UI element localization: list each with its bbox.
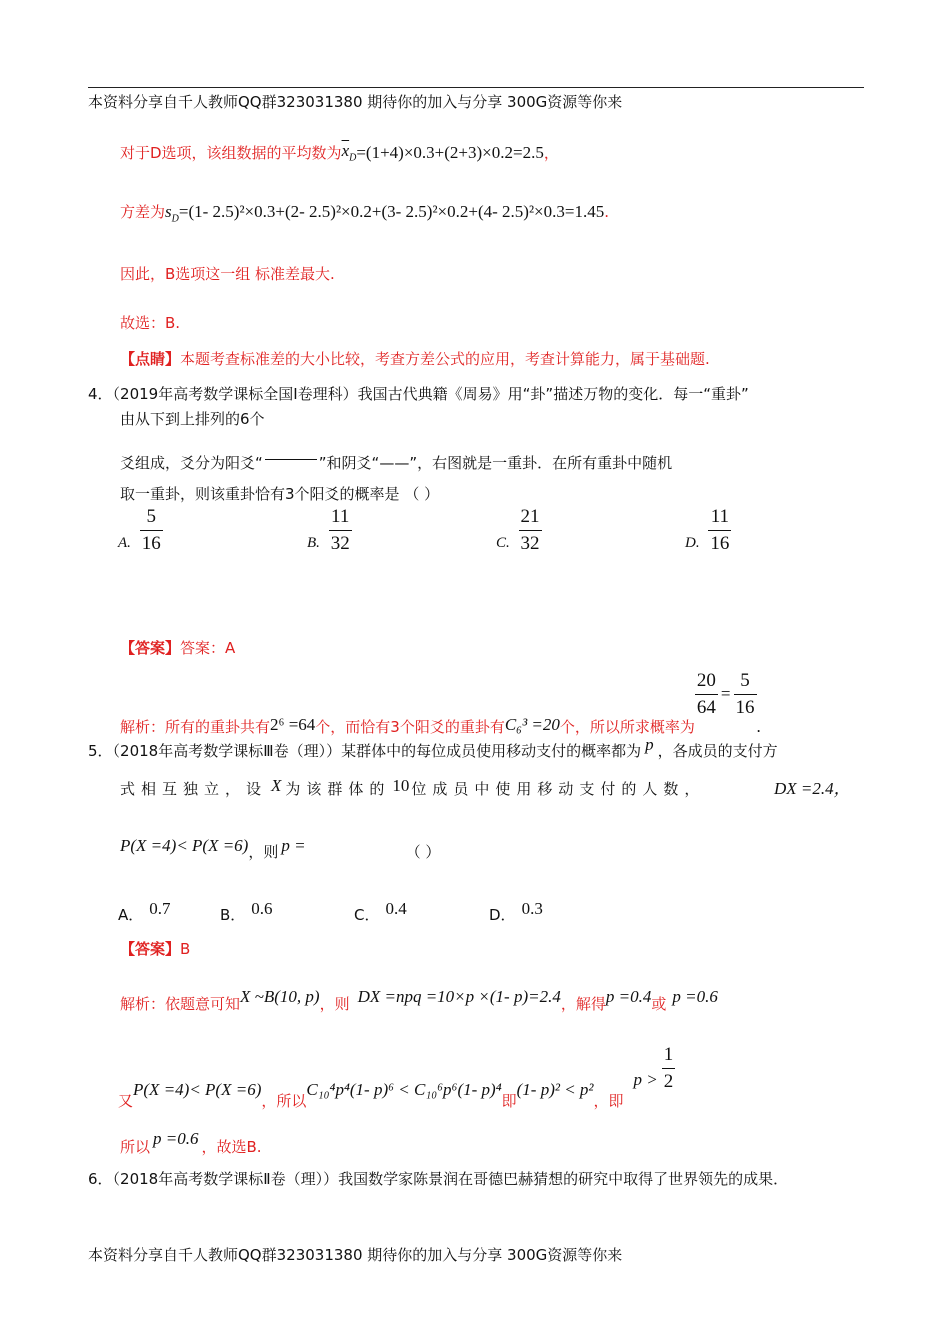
analysis-math: p =0.6	[153, 1129, 199, 1148]
fraction-num: 5	[734, 670, 757, 695]
q5-analysis-line3	[120, 1128, 262, 1156]
equals-sign: =	[720, 684, 731, 703]
q3-mean-formula: =(1+4)×0.3+(2+3)×0.2=2.5	[356, 143, 544, 162]
q3-variance-line	[120, 201, 610, 225]
q6-number: 6．	[88, 1170, 113, 1188]
q5-dx-value: DX =2.4，	[774, 779, 851, 798]
analysis-math: (1- p)² < p²	[516, 1080, 594, 1099]
yang-line-symbol	[265, 459, 317, 460]
fraction-num: 5	[140, 506, 163, 531]
page-footer: 本资料分享自千人教师QQ群323031380 期待你的加入与分享 300G资源等你来	[88, 1246, 623, 1264]
option-fraction	[708, 506, 731, 555]
analysis-text: ，则	[319, 995, 350, 1013]
q5-answer	[120, 938, 190, 959]
q4-option-b[interactable]	[307, 506, 352, 567]
q5-stem-text1a: （2018年高考数学课标Ⅲ卷（理））某群体中的每位成员使用移动支付的概率都为	[112, 742, 642, 760]
q5-number: 5．	[88, 742, 113, 760]
analysis-math: C₆³ =20	[504, 715, 560, 734]
q5-paren: （ ）	[405, 843, 441, 861]
option-value: 0.4	[385, 899, 407, 918]
q4-option-c[interactable]	[496, 506, 542, 567]
fraction-den: 16	[710, 533, 730, 554]
analysis-text: ，所以	[261, 1092, 307, 1110]
analysis-text: ，解得	[560, 995, 606, 1013]
option-letter: A.	[118, 535, 131, 551]
q4-stem-line4: 取一重卦，则该重卦恰有3个阳爻的概率是 （ ）	[120, 485, 440, 503]
option-fraction	[329, 506, 352, 555]
analysis-math: X ~B(10, p)	[240, 987, 320, 1006]
q3-mean-prefix: 对于D选项，该组数据的平均数为	[120, 144, 342, 162]
q5-stem-text1b: ，各成员的支付方	[657, 742, 778, 760]
q4-stem-text3b: ”和阴爻“——”，右图就是一重卦．在所有重卦中随机	[318, 454, 673, 472]
q3-mean-line	[120, 142, 559, 163]
q5-analysis-line1	[120, 986, 718, 1013]
analysis-math: C₁₀⁴p⁴(1- p)⁶ < C₁₀⁶p⁶(1- p)⁴	[306, 1080, 502, 1099]
answer-text: 答案：A	[180, 639, 236, 657]
option-letter: B．	[220, 906, 246, 924]
fraction-num: 21	[519, 506, 542, 531]
q4-stem-line2: 由从下到上排列的6个	[120, 410, 265, 428]
analysis-text: 解析：依题意可知	[120, 995, 241, 1013]
q5-stem-text2c: 位成员中使用移动支付的人数，	[411, 780, 706, 798]
fraction-den: 2	[663, 1071, 674, 1092]
comment-tag: 【点睛】	[120, 350, 181, 368]
option-letter: B.	[307, 535, 320, 551]
option-value: 0.7	[149, 899, 171, 918]
analysis-text: 或	[651, 995, 667, 1013]
option-letter: A．	[118, 906, 144, 924]
answer-tag: 【答案】	[120, 639, 181, 657]
q4-stem-line1	[88, 383, 749, 404]
q4-stem-text3a: 爻组成，爻分为阳爻“	[120, 454, 263, 472]
option-letter: C．	[354, 906, 380, 924]
q5-option-b[interactable]	[220, 898, 273, 924]
answer-tag: 【答案】	[120, 940, 181, 958]
analysis-text: 又	[118, 1092, 134, 1110]
analysis-text: ，即	[593, 1092, 624, 1110]
analysis-text: 即	[501, 1092, 517, 1110]
analysis-math: p >	[633, 1070, 658, 1089]
q5-stem-text3: ，则	[248, 843, 279, 861]
fraction-den: 16	[735, 697, 755, 718]
q4-option-a[interactable]	[118, 506, 163, 567]
analysis-text: 个，而恰有3个阳爻的重卦有	[315, 718, 505, 736]
analysis-text: 解析：所有的重卦共有	[120, 718, 271, 736]
q5-condition: P(X =4)< P(X =6)	[120, 836, 249, 855]
comment-text: 本题考查标准差的大小比较，考查方差公式的应用，考查计算能力，属于基础题.	[180, 350, 710, 368]
option-fraction	[519, 506, 542, 555]
analysis-math: p =0.6	[672, 987, 718, 1006]
answer-text: B	[180, 940, 191, 958]
analysis-fraction-1	[695, 670, 718, 719]
p-symbol: p	[645, 735, 654, 754]
fraction-den: 32	[330, 533, 350, 554]
q5-stem-text2a: 式相互独立，设	[120, 780, 268, 798]
fraction-num: 1	[662, 1044, 676, 1069]
analysis-text: ，故选B.	[201, 1138, 262, 1156]
analysis-text: 个，所以所求概率为	[559, 718, 695, 736]
q3-comment	[120, 348, 710, 369]
header-rule	[88, 87, 864, 88]
analysis-fraction	[662, 1044, 676, 1093]
q3-choice: 故选：B.	[120, 314, 181, 332]
q5-analysis-line2	[118, 1044, 675, 1110]
fraction-den: 64	[696, 697, 716, 718]
q4-option-d[interactable]	[685, 506, 731, 567]
analysis-math: P(X =4)< P(X =6)	[133, 1080, 262, 1099]
option-letter: D．	[489, 906, 516, 924]
q5-option-d[interactable]	[489, 898, 543, 924]
option-value: 0.3	[521, 899, 543, 918]
q3-conclusion: 因此，B选项这一组 标准差最大.	[120, 265, 335, 283]
q3-variance-prefix: 方差为	[120, 203, 166, 221]
analysis-math: DX =npq =10×p ×(1- p)=2.4	[357, 987, 561, 1006]
q6-stem-text1: （2018年高考数学课标Ⅱ卷（理））我国数学家陈景润在哥德巴赫猜想的研究中取得了世界领先的成果．	[112, 1170, 789, 1188]
q4-stem-text1: （2019年高考数学课标全国Ⅰ卷理科）我国古代典籍《周易》用“卦”描述万物的变化．每一“重卦”	[112, 385, 749, 403]
fraction-den: 16	[141, 533, 161, 554]
q5-p-eq: p =	[281, 836, 306, 855]
page-header: 本资料分享自千人教师QQ群323031380 期待你的加入与分享 300G资源等你来	[88, 93, 623, 111]
analysis-math: p =0.4	[605, 987, 652, 1006]
option-fraction	[140, 506, 163, 555]
q4-stem-line3	[120, 452, 672, 473]
fraction-num: 11	[329, 506, 352, 531]
analysis-end: .	[756, 717, 761, 736]
q4-answer	[120, 637, 235, 658]
q5-stem-line2	[120, 778, 705, 799]
X-symbol: X	[271, 776, 282, 795]
mean-symbol: $\overline{x}_D$	[341, 141, 357, 164]
analysis-math: 2⁶ =64	[270, 715, 316, 734]
q5-option-c[interactable]	[354, 898, 407, 924]
fraction-num: 11	[708, 506, 731, 531]
q3-variance-suffix: .	[604, 203, 610, 221]
q3-mean-suffix: ，	[543, 144, 559, 162]
ten-symbol: 10	[392, 776, 410, 795]
fraction-num: 20	[695, 670, 718, 695]
option-letter: D.	[685, 535, 700, 551]
q5-stem-line1	[88, 735, 778, 761]
variance-symbol: $s_D$	[165, 202, 179, 225]
analysis-fraction-2	[734, 670, 757, 719]
q4-number: 4．	[88, 385, 113, 403]
fraction-den: 32	[520, 533, 540, 554]
q5-stem-line3	[120, 835, 441, 861]
option-value: 0.6	[251, 899, 273, 918]
option-letter: C.	[496, 535, 510, 551]
q3-variance-formula: =(1- 2.5)²×0.3+(2- 2.5)²×0.2+(3- 2.5)²×0.2+(4- 2.5)²×0.3=1.45	[178, 202, 605, 221]
q6-stem-line1	[88, 1168, 788, 1189]
q5-option-a[interactable]	[118, 898, 171, 924]
q4-analysis	[120, 670, 761, 736]
q5-stem-text2b: 为该群体的	[285, 780, 391, 798]
analysis-text: 所以	[120, 1138, 151, 1156]
